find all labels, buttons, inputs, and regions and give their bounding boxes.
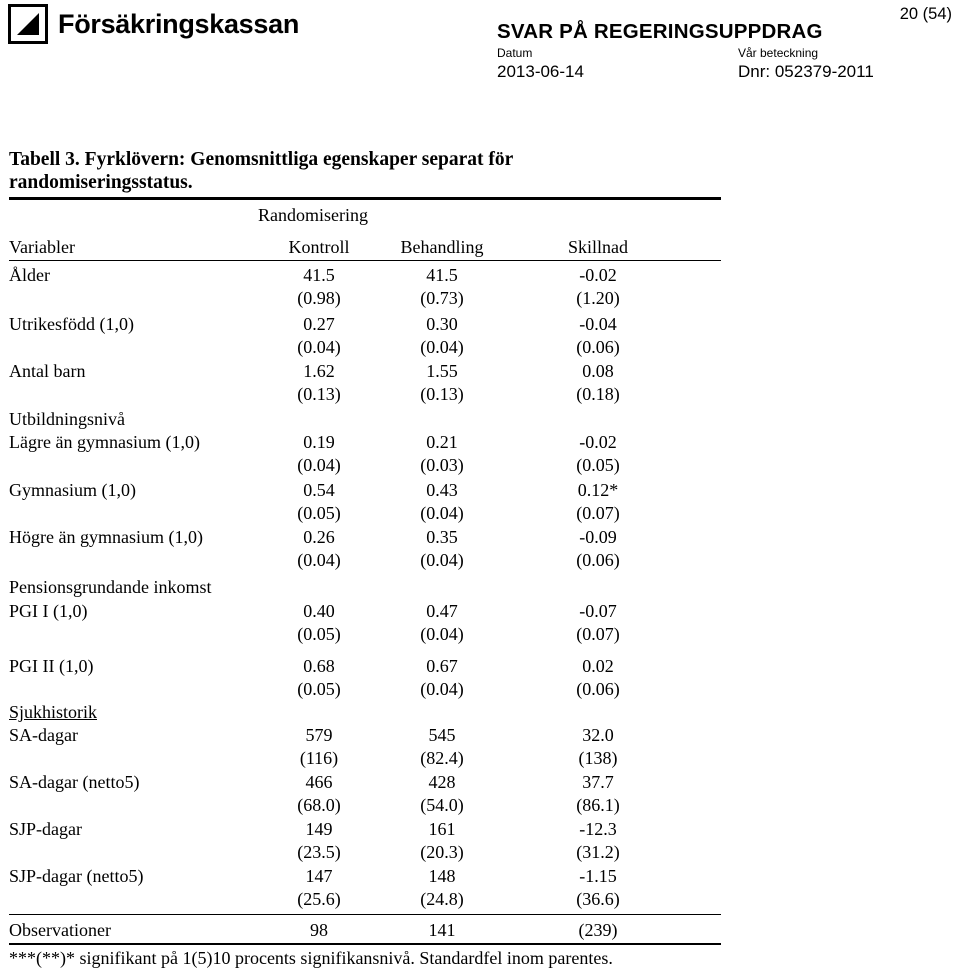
cell-treatment-value: 0.43 xyxy=(426,480,458,500)
row-label: Antal barn xyxy=(9,361,86,381)
page-number: 20 (54) xyxy=(899,5,952,23)
cell-control-se: (0.05) xyxy=(297,503,341,523)
document-type-title: SVAR PÅ REGERINGSUPPDRAG xyxy=(497,20,823,43)
cell-difference-value: 0.02 xyxy=(582,656,614,676)
cell-treatment-se: (0.04) xyxy=(420,624,464,644)
cell-difference-se: (0.07) xyxy=(576,503,620,523)
cell-control-se: (0.05) xyxy=(297,679,341,699)
table-bottom-rule xyxy=(9,943,721,945)
cell-difference-value: 0.12* xyxy=(577,480,619,500)
cell-treatment-value: 545 xyxy=(428,725,456,745)
cell-treatment-se: (0.04) xyxy=(420,503,464,523)
cell-treatment-value: 0.67 xyxy=(426,656,458,676)
reference-value: Dnr: 052379-2011 xyxy=(738,62,874,81)
cell-treatment-value: 0.21 xyxy=(426,432,458,452)
cell-treatment-value: 0.30 xyxy=(426,314,458,334)
cell-difference-se: (0.06) xyxy=(576,550,620,570)
cell-control-se: (0.04) xyxy=(297,337,341,357)
cell-control-value: 579 xyxy=(305,725,333,745)
row-label: PGI I (1,0) xyxy=(9,601,88,621)
cell-treatment-value: 41.5 xyxy=(426,265,458,285)
cell-difference-value: -1.15 xyxy=(579,866,617,886)
row-label: SJP-dagar xyxy=(9,819,82,839)
logo-icon xyxy=(8,4,48,44)
cell-difference-value: -0.04 xyxy=(579,314,617,334)
cell-treatment-value: 148 xyxy=(428,866,456,886)
cell-treatment-se: (54.0) xyxy=(420,795,464,815)
cell-control-se: (0.04) xyxy=(297,550,341,570)
cell-control-value: 0.27 xyxy=(303,314,335,334)
cell-treatment-se: (24.8) xyxy=(420,889,464,909)
cell-treatment-se: (0.73) xyxy=(420,288,464,308)
table-footnote: ***(**)* signifikant på 1(5)10 procents signifikansnivå. Standardfel inom parentes. xyxy=(9,948,613,968)
cell-control-value: 0.68 xyxy=(303,656,335,676)
cell-difference-se: (31.2) xyxy=(576,842,620,862)
cell-treatment-se: (0.04) xyxy=(420,679,464,699)
cell-difference-se: (0.05) xyxy=(576,455,620,475)
observations-rule-top xyxy=(9,914,721,915)
cell-control-value: 0.54 xyxy=(303,480,335,500)
row-label: SA-dagar (netto5) xyxy=(9,772,140,792)
cell-difference-value: -0.02 xyxy=(579,432,617,452)
cell-control-value: 147 xyxy=(305,866,333,886)
cell-difference-value: -0.07 xyxy=(579,601,617,621)
observations-control: 98 xyxy=(310,920,328,940)
cell-control-value: 466 xyxy=(305,772,333,792)
group-header: Randomisering xyxy=(258,205,368,225)
cell-difference-se: (138) xyxy=(578,748,618,768)
cell-difference-value: 37.7 xyxy=(582,772,614,792)
row-label: Ålder xyxy=(9,265,50,285)
cell-difference-se: (0.18) xyxy=(576,384,620,404)
row-label: Lägre än gymnasium (1,0) xyxy=(9,432,200,452)
header-rule xyxy=(9,260,721,261)
date-value: 2013-06-14 xyxy=(497,62,584,81)
cell-control-se: (68.0) xyxy=(297,795,341,815)
cell-difference-value: -12.3 xyxy=(579,819,617,839)
cell-difference-value: -0.09 xyxy=(579,527,617,547)
cell-control-se: (25.6) xyxy=(297,889,341,909)
cell-control-se: (23.5) xyxy=(297,842,341,862)
cell-control-value: 1.62 xyxy=(303,361,335,381)
cell-difference-value: 0.08 xyxy=(582,361,614,381)
cell-control-value: 0.19 xyxy=(303,432,335,452)
cell-difference-se: (1.20) xyxy=(576,288,620,308)
section-heading: Sjukhistorik xyxy=(9,702,98,722)
cell-difference-se: (36.6) xyxy=(576,889,620,909)
cell-treatment-value: 1.55 xyxy=(426,361,458,381)
column-header-control: Kontroll xyxy=(288,237,350,257)
reference-label: Vår beteckning xyxy=(738,46,819,60)
cell-difference-se: (86.1) xyxy=(576,795,620,815)
cell-difference-se: (0.06) xyxy=(576,679,620,699)
cell-treatment-value: 0.47 xyxy=(426,601,458,621)
cell-difference-se: (0.06) xyxy=(576,337,620,357)
cell-treatment-se: (82.4) xyxy=(420,748,464,768)
cell-treatment-value: 161 xyxy=(428,819,456,839)
column-header-difference: Skillnad xyxy=(567,237,628,257)
row-label: PGI II (1,0) xyxy=(9,656,94,676)
logo xyxy=(8,4,299,44)
row-label: SJP-dagar (netto5) xyxy=(9,866,144,886)
row-label: SA-dagar xyxy=(9,725,78,745)
table-caption: Tabell 3. Fyrklövern: Genomsnittliga egenskaper separat för randomiseringsstatus. xyxy=(9,149,513,193)
cell-treatment-se: (0.03) xyxy=(420,455,464,475)
cell-control-value: 149 xyxy=(305,819,333,839)
cell-treatment-se: (20.3) xyxy=(420,842,464,862)
table-top-rule xyxy=(9,197,721,200)
cell-treatment-value: 428 xyxy=(428,772,456,792)
cell-control-value: 0.26 xyxy=(303,527,335,547)
observations-treatment: 141 xyxy=(428,920,456,940)
row-label: Högre än gymnasium (1,0) xyxy=(9,527,203,547)
cell-treatment-value: 0.35 xyxy=(426,527,458,547)
cell-control-se: (0.13) xyxy=(297,384,341,404)
cell-control-se: (0.04) xyxy=(297,455,341,475)
cell-control-se: (0.98) xyxy=(297,288,341,308)
cell-control-value: 0.40 xyxy=(303,601,335,621)
cell-treatment-se: (0.04) xyxy=(420,337,464,357)
cell-control-se: (0.05) xyxy=(297,624,341,644)
logo-text: Försäkringskassan xyxy=(58,8,300,39)
cell-control-value: 41.5 xyxy=(303,265,335,285)
cell-difference-se: (0.07) xyxy=(576,624,620,644)
cell-control-se: (116) xyxy=(299,748,339,768)
cell-difference-value: -0.02 xyxy=(579,265,617,285)
column-header-treatment: Behandling xyxy=(400,237,484,257)
cell-difference-value: 32.0 xyxy=(582,725,614,745)
row-label: Utrikesfödd (1,0) xyxy=(9,314,134,334)
cell-treatment-se: (0.04) xyxy=(420,550,464,570)
section-heading: Pensionsgrundande inkomst xyxy=(9,577,212,597)
row-label: Gymnasium (1,0) xyxy=(9,480,136,500)
observations-difference: (239) xyxy=(578,920,618,940)
column-header-variables: Variabler xyxy=(9,237,75,257)
date-label: Datum xyxy=(497,46,533,60)
observations-label: Observationer xyxy=(9,920,111,940)
cell-treatment-se: (0.13) xyxy=(420,384,464,404)
section-heading: Utbildningsnivå xyxy=(9,409,125,429)
